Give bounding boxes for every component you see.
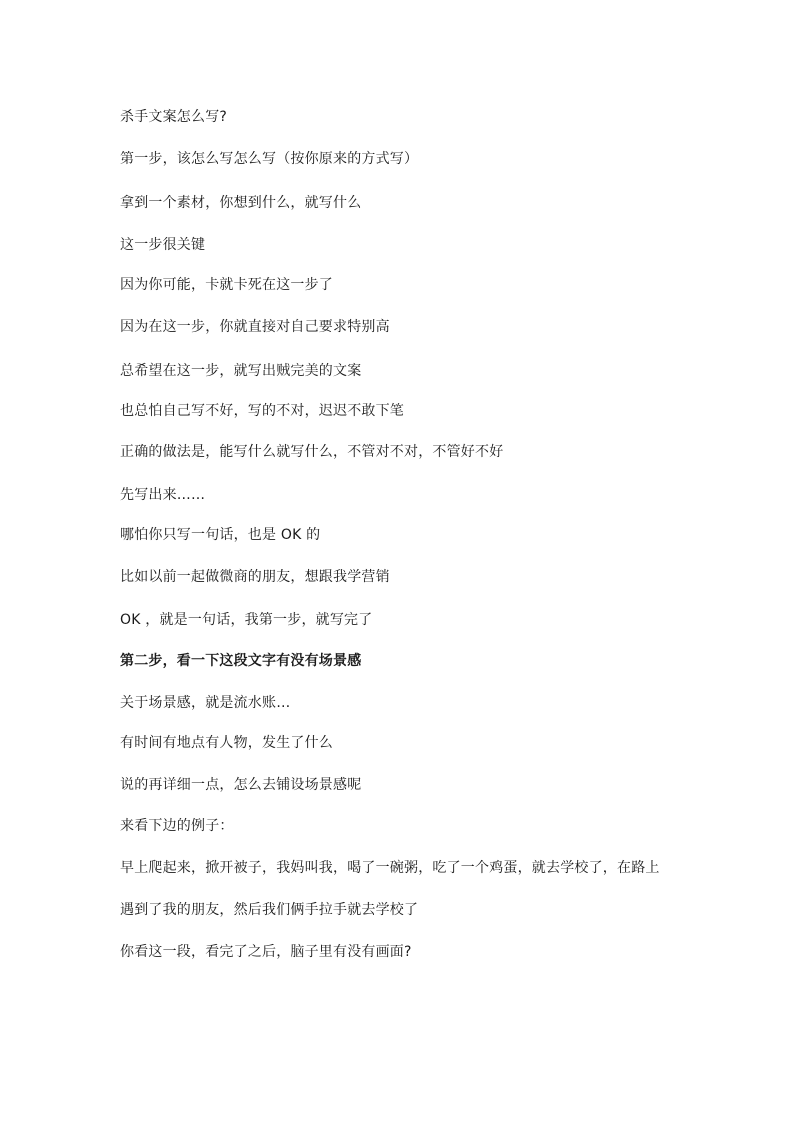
paragraph-line: 总希望在这一步，就写出贼完美的文案 — [120, 363, 362, 379]
paragraph-line: 这一步很关键 — [120, 237, 206, 253]
paragraph-line: 你看这一段，看完了之后，脑子里有没有画面? — [120, 944, 412, 960]
step-one-line: 第一步，该怎么写怎么写（按你原来的方式写） — [120, 151, 419, 167]
paragraph-line: 拿到一个素材，你想到什么，就写什么 — [120, 195, 362, 211]
heading-line: 杀手文案怎么写? — [120, 109, 228, 125]
paragraph-line: 正确的做法是，能写什么就写什么，不管对不对，不管好不好 — [120, 444, 504, 460]
paragraph-line: 遇到了我的朋友，然后我们俩手拉手就去学校了 — [120, 902, 419, 918]
paragraph-line: 因为在这一步，你就直接对自己要求特别高 — [120, 319, 390, 335]
step-two-heading: 第二步，看一下这段文字有没有场景感 — [120, 653, 362, 669]
paragraph-line: 早上爬起来，掀开被子，我妈叫我，喝了一碗粥，吃了一个鸡蛋，就去学校了，在路上 — [120, 860, 660, 876]
paragraph-line: 有时间有地点有人物，发生了什么 — [120, 735, 333, 751]
paragraph-line: 来看下边的例子： — [120, 818, 234, 834]
paragraph-line: 关于场景感，就是流水账… — [120, 695, 291, 711]
paragraph-line: 哪怕你只写一句话，也是 OK 的 — [120, 527, 321, 543]
paragraph-line: 因为你可能，卡就卡死在这一步了 — [120, 277, 333, 293]
paragraph-line: 先写出来…… — [120, 487, 206, 503]
paragraph-line: 比如以前一起做微商的朋友，想跟我学营销 — [120, 569, 390, 585]
paragraph-line: 说的再详细一点，怎么去铺设场景感呢 — [120, 777, 362, 793]
paragraph-line: OK ，就是一句话，我第一步，就写完了 — [120, 612, 373, 628]
paragraph-line: 也总怕自己写不好，写的不对，迟迟不敢下笔 — [120, 403, 404, 419]
